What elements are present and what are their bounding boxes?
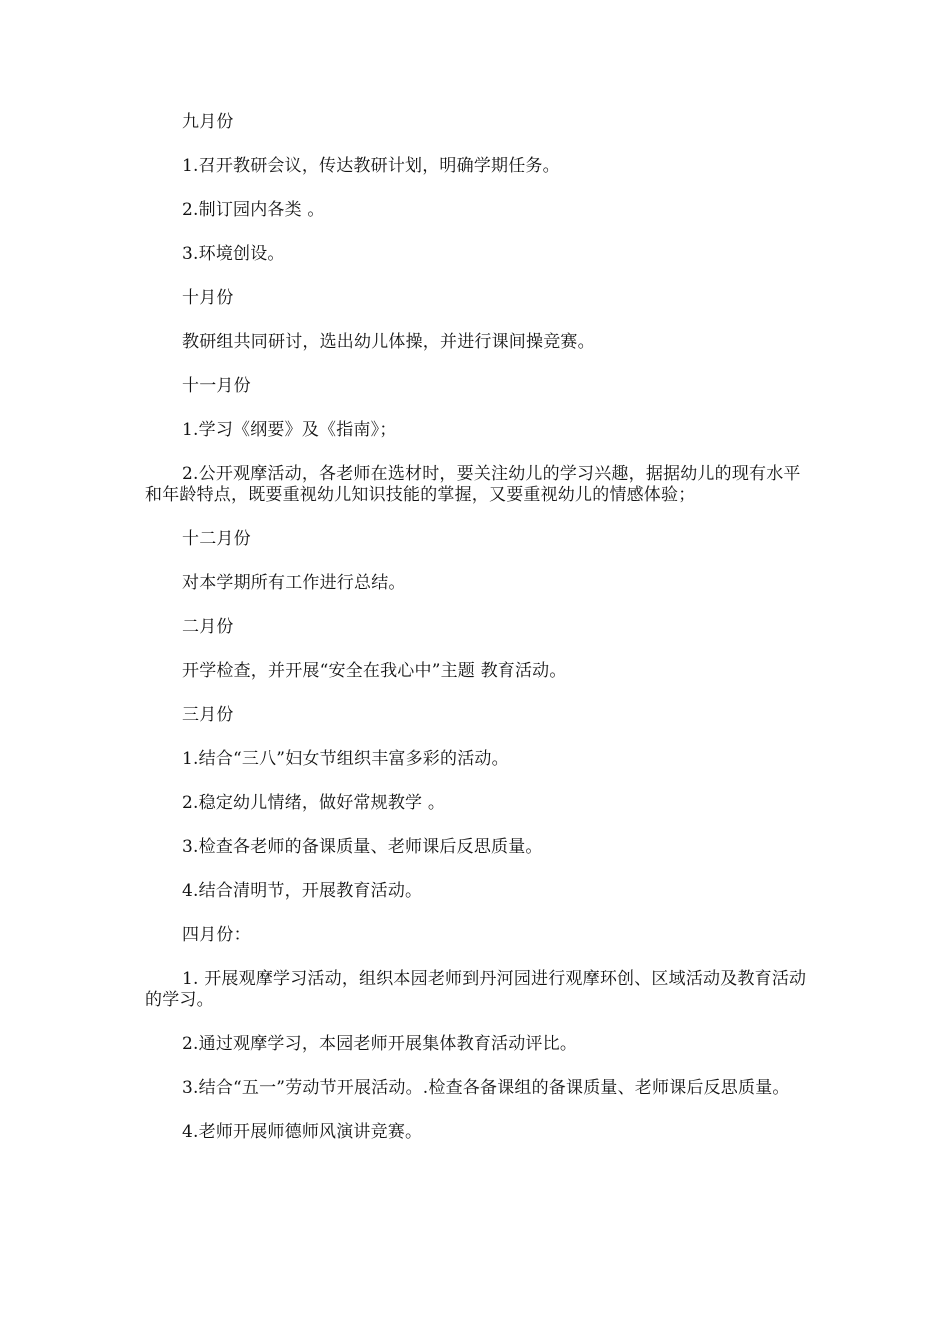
list-item: 2.公开观摩活动，各老师在选材时，要关注幼儿的学习兴趣，据据幼儿的现有水平和年龄特点，既要重视幼儿知识技能的掌握，又要重视幼儿的情感体验；: [145, 464, 801, 505]
list-item: 1.召开教研会议，传达教研计划，明确学期任务。: [182, 156, 560, 176]
document-page: [145, 112, 809, 1166]
list-item: 2.稳定幼儿情绪，做好常规教学 。: [182, 793, 446, 813]
heading-october: 十月份: [182, 288, 234, 308]
list-item: 1.结合“三八”妇女节组织丰富多彩的活动。: [182, 749, 509, 769]
list-item: 1.学习《纲要》及《指南》；: [182, 420, 397, 440]
paragraph: 教研组共同研讨，选出幼儿体操，并进行课间操竞赛。: [182, 332, 595, 352]
heading-april: 四月份：: [182, 925, 251, 945]
list-item: 2.通过观摩学习，本园老师开展集体教育活动评比。: [182, 1034, 578, 1054]
paragraph: 开学检查，并开展“安全在我心中”主题 教育活动。: [182, 661, 567, 681]
list-item: 4.结合清明节，开展教育活动。: [182, 881, 423, 901]
list-item: 1. 开展观摩学习活动，组织本园老师到丹河园进行观摩环创、区域活动及教育活动的学习。: [145, 969, 807, 1010]
list-item: 3.环境创设。: [182, 244, 285, 264]
heading-december: 十二月份: [182, 529, 251, 549]
list-item: 3.检查各老师的备课质量、老师课后反思质量。: [182, 837, 543, 857]
heading-november: 十一月份: [182, 376, 251, 396]
list-item: 3.结合“五一”劳动节开展活动。.检查各备课组的备课质量、老师课后反思质量。: [182, 1078, 790, 1098]
list-item: 4.老师开展师德师风演讲竞赛。: [182, 1122, 423, 1142]
heading-february: 二月份: [182, 617, 234, 637]
list-item: 2.制订园内各类 。: [182, 200, 325, 220]
heading-september: 九月份: [182, 112, 234, 132]
heading-march: 三月份: [182, 705, 234, 725]
paragraph: 对本学期所有工作进行总结。: [182, 573, 406, 593]
